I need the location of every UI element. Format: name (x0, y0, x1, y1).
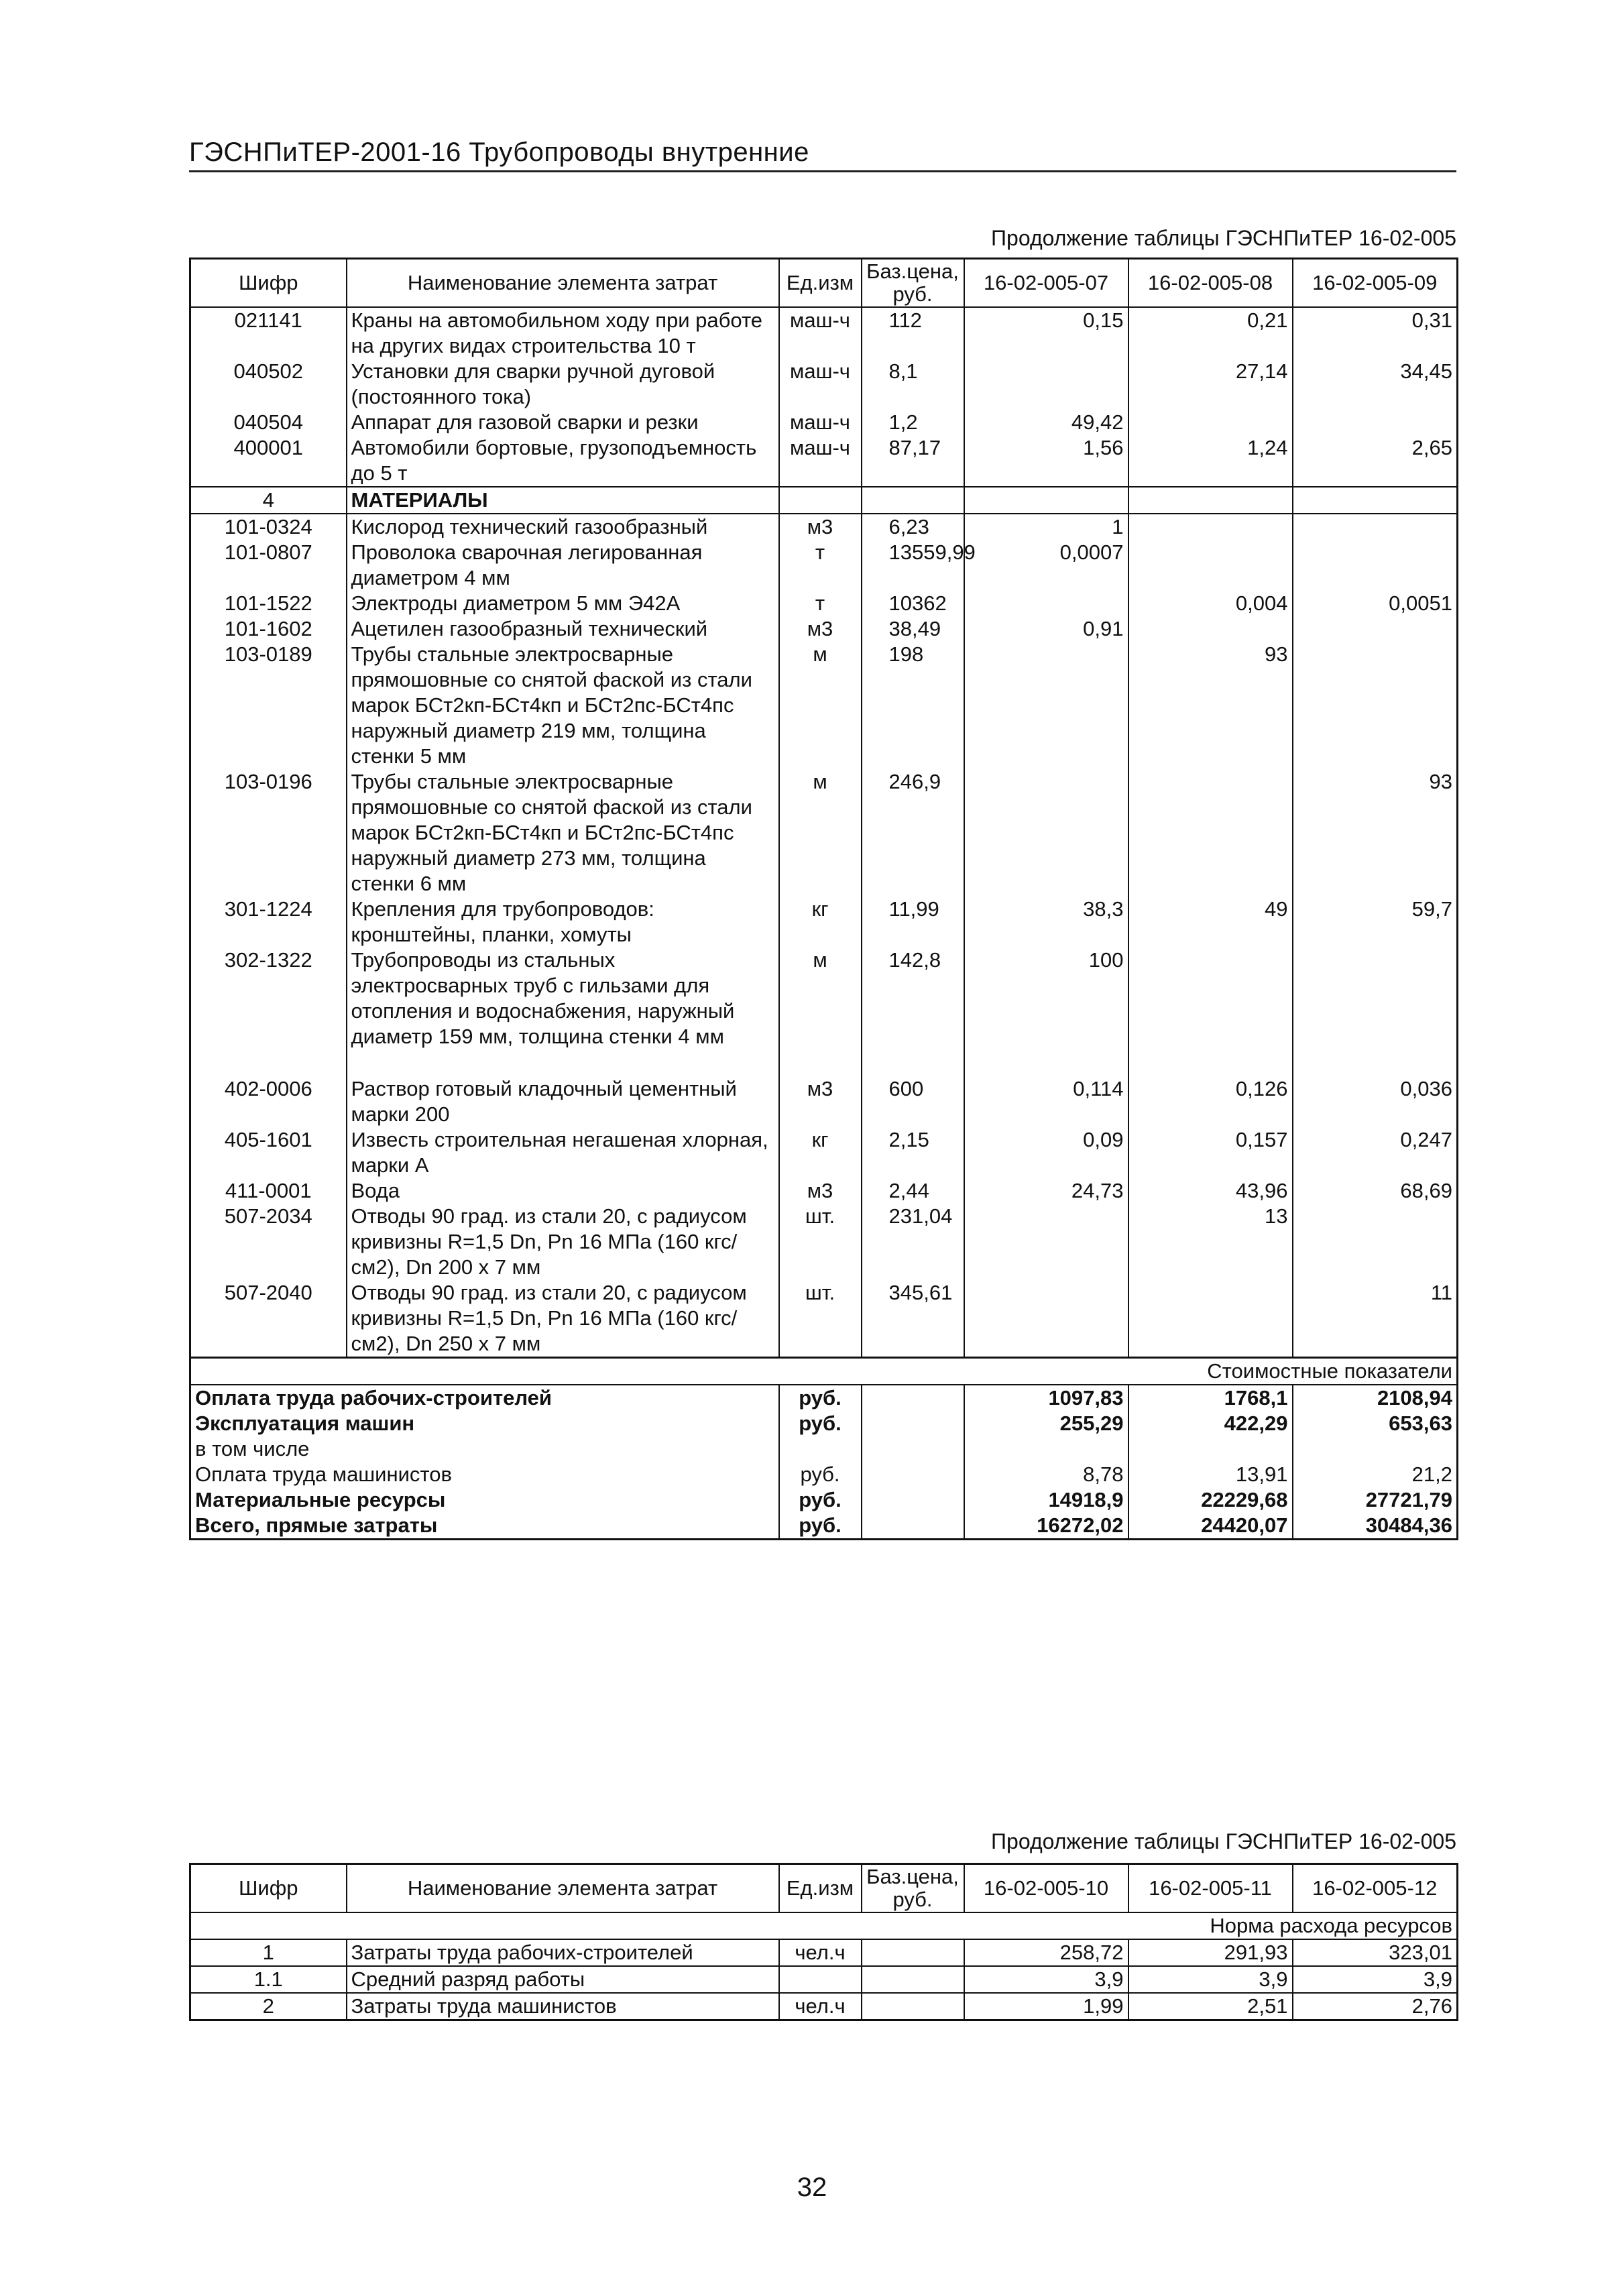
cell-name: Трубы стальные электросварные прямошовные со снятой фаской из стали марок БСт2кп-БСт4кп и БСт2пс-БСт4пс наружный диаметр 219 мм, толщина стенки 5 мм (347, 642, 779, 769)
cell-code: 405-1601 (190, 1127, 347, 1178)
cell-c3: 2,76 (1293, 1993, 1458, 2020)
cell-unit: маш-ч (779, 435, 862, 487)
cell-name: Электроды диаметром 5 мм Э42А (347, 591, 779, 616)
cell-c1 (964, 487, 1128, 514)
cell-c3: 3,9 (1293, 1966, 1458, 1993)
cell-c3: 2,65 (1293, 435, 1458, 487)
cell-code: 400001 (190, 435, 347, 487)
cell-name: Автомобили бортовые, грузоподъемность до 5 т (347, 435, 779, 487)
cell-code: 040504 (190, 410, 347, 435)
summary-unit (779, 1436, 862, 1462)
col-c3: 16-02-005-09 (1293, 259, 1458, 308)
cell-c3: 93 (1293, 769, 1458, 897)
cell-price: 112 (862, 307, 964, 359)
cell-name: Кислород технический газообразный (347, 514, 779, 540)
summary-price (862, 1411, 964, 1436)
cell-c3: 11 (1293, 1280, 1458, 1358)
cell-unit: м (779, 948, 862, 1049)
cell-c2: 0,157 (1128, 1127, 1293, 1178)
cell-c1: 0,0007 (964, 540, 1128, 591)
summary-name: Всего, прямые затраты (190, 1513, 779, 1540)
cell-price: 87,17 (862, 435, 964, 487)
cell-name: Краны на автомобильном ходу при работе на других видах строительства 10 т (347, 307, 779, 359)
cell-c2: 0,004 (1128, 591, 1293, 616)
cell-c2: 27,14 (1128, 359, 1293, 410)
cell-name: Вода (347, 1178, 779, 1204)
norm-header-row (190, 1912, 1458, 1939)
summary-unit: руб. (779, 1411, 862, 1436)
cell-unit: шт. (779, 1280, 862, 1358)
col-c2: 16-02-005-11 (1128, 1864, 1293, 1913)
cell-code: 040502 (190, 359, 347, 410)
cell-price: 10362 (862, 591, 964, 616)
cell-c3 (1293, 1204, 1458, 1280)
cell-name: Крепления для трубопроводов: кронштейны, планки, хомуты (347, 897, 779, 948)
summary-c1: 8,78 (964, 1462, 1128, 1487)
cell-c2 (1128, 1280, 1293, 1358)
cell-code: 507-2034 (190, 1204, 347, 1280)
summary-row (190, 1411, 1458, 1436)
cell-price (862, 487, 964, 514)
summary-c1: 16272,02 (964, 1513, 1128, 1540)
cell-c2: 0,126 (1128, 1076, 1293, 1127)
col-name: Наименование элемента затрат (347, 259, 779, 308)
cell-c1: 0,114 (964, 1076, 1128, 1127)
spacer-cell (1293, 1049, 1458, 1076)
continuation-label-1: Продолжение таблицы ГЭСНПиТЕР 16-02-005 (991, 226, 1456, 250)
summary-row (190, 1385, 1458, 1411)
col-price: Баз.цена, руб. (862, 1864, 964, 1913)
summary-row (190, 1513, 1458, 1540)
cell-c3: 0,036 (1293, 1076, 1458, 1127)
cell-code: 507-2040 (190, 1280, 347, 1358)
resources-table-1 (189, 257, 1458, 1540)
cell-unit: м (779, 642, 862, 769)
cell-code: 402-0006 (190, 1076, 347, 1127)
col-c1: 16-02-005-10 (964, 1864, 1128, 1913)
summary-row (190, 1462, 1458, 1487)
cell-code: 101-1602 (190, 616, 347, 642)
table-row (190, 1939, 1458, 1966)
cell-code: 2 (190, 1993, 347, 2020)
spacer-cell (779, 1049, 862, 1076)
spacer-cell (862, 1049, 964, 1076)
cell-name: Трубопроводы из стальных электросварных труб с гильзами для отопления и водоснабжения, наружный диаметр 159 мм, толщина стенки 4 мм (347, 948, 779, 1049)
cell-unit: м (779, 769, 862, 897)
cell-c2 (1128, 514, 1293, 540)
cell-c3 (1293, 410, 1458, 435)
cell-price: 6,23 (862, 514, 964, 540)
col-c1: 16-02-005-07 (964, 259, 1128, 308)
page-number: 32 (797, 2173, 827, 2202)
cell-code: 1 (190, 1939, 347, 1966)
summary-c1: 255,29 (964, 1411, 1128, 1436)
cell-c2 (1128, 769, 1293, 897)
cell-price: 246,9 (862, 769, 964, 897)
cell-code: 4 (190, 487, 347, 514)
cell-price: 38,49 (862, 616, 964, 642)
table-row (190, 410, 1458, 435)
cell-c1: 0,91 (964, 616, 1128, 642)
table-row (190, 487, 1458, 514)
cell-c1 (964, 359, 1128, 410)
cell-unit: т (779, 540, 862, 591)
table-row (190, 897, 1458, 948)
col-code: Шифр (190, 1864, 347, 1913)
cell-c2: 93 (1128, 642, 1293, 769)
cost-header-row (190, 1358, 1458, 1385)
table-row (190, 1280, 1458, 1358)
norm-header: Норма расхода ресурсов (190, 1912, 1458, 1939)
cell-price: 8,1 (862, 359, 964, 410)
cell-name: Проволока сварочная легированная диаметром 4 мм (347, 540, 779, 591)
cell-price: 2,15 (862, 1127, 964, 1178)
continuation-label-2: Продолжение таблицы ГЭСНПиТЕР 16-02-005 (991, 1829, 1456, 1853)
cell-unit: кг (779, 897, 862, 948)
spacer-cell (347, 1049, 779, 1076)
cell-price: 142,8 (862, 948, 964, 1049)
cell-name: Установки для сварки ручной дуговой (постоянного тока) (347, 359, 779, 410)
cell-unit: маш-ч (779, 410, 862, 435)
cell-unit: чел.ч (779, 1993, 862, 2020)
summary-c2: 1768,1 (1128, 1385, 1293, 1411)
summary-price (862, 1513, 964, 1540)
table-row (190, 1076, 1458, 1127)
summary-c2 (1128, 1436, 1293, 1462)
cell-code: 021141 (190, 307, 347, 359)
cell-c1: 3,9 (964, 1966, 1128, 1993)
cell-price: 600 (862, 1076, 964, 1127)
cell-c2: 291,93 (1128, 1939, 1293, 1966)
cell-price: 345,61 (862, 1280, 964, 1358)
page-header: ГЭСНПиТЕР-2001-16 Трубопроводы внутренние (189, 137, 1456, 172)
cell-name: Известь строительная негашеная хлорная, марки А (347, 1127, 779, 1178)
table-row (190, 948, 1458, 1049)
cell-name: МАТЕРИАЛЫ (347, 487, 779, 514)
summary-c1: 1097,83 (964, 1385, 1128, 1411)
cost-header: Стоимостные показатели (190, 1358, 1458, 1385)
table-row (190, 1178, 1458, 1204)
cell-unit (779, 1966, 862, 1993)
cell-c1 (964, 769, 1128, 897)
cell-code: 301-1224 (190, 897, 347, 948)
summary-c2: 22229,68 (1128, 1487, 1293, 1513)
cell-unit: м3 (779, 514, 862, 540)
summary-c3: 30484,36 (1293, 1513, 1458, 1540)
cell-price: 198 (862, 642, 964, 769)
cell-code: 302-1322 (190, 948, 347, 1049)
cell-code: 1.1 (190, 1966, 347, 1993)
cell-name: Затраты труда машинистов (347, 1993, 779, 2020)
summary-c1: 14918,9 (964, 1487, 1128, 1513)
table-row (190, 769, 1458, 897)
cell-c2: 2,51 (1128, 1993, 1293, 2020)
cell-c1: 1,56 (964, 435, 1128, 487)
cell-c1 (964, 642, 1128, 769)
spacer-cell (1128, 1049, 1293, 1076)
table-row (190, 435, 1458, 487)
summary-c3 (1293, 1436, 1458, 1462)
cell-name: Отводы 90 град. из стали 20, с радиусом кривизны R=1,5 Dn, Pn 16 МПа (160 кгс/см2), Dn 250 x 7 мм (347, 1280, 779, 1358)
cell-c3 (1293, 616, 1458, 642)
summary-unit: руб. (779, 1462, 862, 1487)
cell-c1: 258,72 (964, 1939, 1128, 1966)
summary-unit: руб. (779, 1513, 862, 1540)
cell-code: 101-0807 (190, 540, 347, 591)
cell-name: Средний разряд работы (347, 1966, 779, 1993)
table-row (190, 514, 1458, 540)
cell-c2 (1128, 616, 1293, 642)
cell-name: Раствор готовый кладочный цементный марки 200 (347, 1076, 779, 1127)
cell-c3: 0,247 (1293, 1127, 1458, 1178)
cell-c2: 49 (1128, 897, 1293, 948)
summary-c3: 21,2 (1293, 1462, 1458, 1487)
cell-c2: 3,9 (1128, 1966, 1293, 1993)
summary-unit: руб. (779, 1487, 862, 1513)
cell-c1: 0,09 (964, 1127, 1128, 1178)
cell-price: 231,04 (862, 1204, 964, 1280)
cell-c1: 1 (964, 514, 1128, 540)
cell-c1: 1,99 (964, 1993, 1128, 2020)
summary-name: Оплата труда машинистов (190, 1462, 779, 1487)
cell-code: 101-0324 (190, 514, 347, 540)
table-row (190, 359, 1458, 410)
col-unit: Ед.изм (779, 259, 862, 308)
cell-price: 13559,99 (862, 540, 964, 591)
table-row (190, 1204, 1458, 1280)
summary-price (862, 1436, 964, 1462)
cell-c2: 0,21 (1128, 307, 1293, 359)
cell-c1 (964, 591, 1128, 616)
summary-c3: 653,63 (1293, 1411, 1458, 1436)
summary-price (862, 1385, 964, 1411)
cell-c3 (1293, 487, 1458, 514)
cell-c1: 38,3 (964, 897, 1128, 948)
cell-unit: чел.ч (779, 1939, 862, 1966)
cell-c1: 24,73 (964, 1178, 1128, 1204)
table-row (190, 1127, 1458, 1178)
cell-c2: 43,96 (1128, 1178, 1293, 1204)
cell-c3 (1293, 948, 1458, 1049)
summary-c2: 24420,07 (1128, 1513, 1293, 1540)
col-name: Наименование элемента затрат (347, 1864, 779, 1913)
col-c3: 16-02-005-12 (1293, 1864, 1458, 1913)
table-row (190, 540, 1458, 591)
summary-name: Материальные ресурсы (190, 1487, 779, 1513)
cell-c2 (1128, 487, 1293, 514)
cell-unit: маш-ч (779, 307, 862, 359)
table-row (190, 642, 1458, 769)
cell-c2 (1128, 540, 1293, 591)
summary-name: в том числе (190, 1436, 779, 1462)
cell-name: Ацетилен газообразный технический (347, 616, 779, 642)
table-row (190, 1966, 1458, 1993)
cell-price (862, 1966, 964, 1993)
cell-name: Трубы стальные электросварные прямошовные со снятой фаской из стали марок БСт2кп-БСт4кп и БСт2пс-БСт4пс наружный диаметр 273 мм, толщина стенки 6 мм (347, 769, 779, 897)
cell-c3: 34,45 (1293, 359, 1458, 410)
cell-c3: 323,01 (1293, 1939, 1458, 1966)
cell-c2: 1,24 (1128, 435, 1293, 487)
summary-c3: 27721,79 (1293, 1487, 1458, 1513)
summary-c3: 2108,94 (1293, 1385, 1458, 1411)
cell-c3: 59,7 (1293, 897, 1458, 948)
cell-unit: м3 (779, 616, 862, 642)
resources-table-2 (189, 1863, 1458, 2021)
table-row (190, 616, 1458, 642)
cell-c1 (964, 1280, 1128, 1358)
cell-c2 (1128, 948, 1293, 1049)
cell-unit: м3 (779, 1076, 862, 1127)
summary-name: Эксплуатация машин (190, 1411, 779, 1436)
col-unit: Ед.изм (779, 1864, 862, 1913)
cell-price: 2,44 (862, 1178, 964, 1204)
cell-price: 11,99 (862, 897, 964, 948)
cell-name: Затраты труда рабочих-строителей (347, 1939, 779, 1966)
cell-c2 (1128, 410, 1293, 435)
cell-price (862, 1993, 964, 2020)
col-price: Баз.цена, руб. (862, 259, 964, 308)
summary-name: Оплата труда рабочих-строителей (190, 1385, 779, 1411)
cell-unit: кг (779, 1127, 862, 1178)
cell-unit: т (779, 591, 862, 616)
cell-c1: 0,15 (964, 307, 1128, 359)
summary-c2: 13,91 (1128, 1462, 1293, 1487)
cell-c3: 0,0051 (1293, 591, 1458, 616)
cell-code: 103-0196 (190, 769, 347, 897)
summary-price (862, 1462, 964, 1487)
table-header-row (190, 259, 1458, 308)
cell-c3 (1293, 540, 1458, 591)
cell-c1: 49,42 (964, 410, 1128, 435)
cell-c2: 13 (1128, 1204, 1293, 1280)
table-row (190, 307, 1458, 359)
col-code: Шифр (190, 259, 347, 308)
spacer-cell (190, 1049, 347, 1076)
table-header-row (190, 1864, 1458, 1913)
cell-code: 101-1522 (190, 591, 347, 616)
cell-unit (779, 487, 862, 514)
table-row (190, 1993, 1458, 2020)
cell-price: 1,2 (862, 410, 964, 435)
summary-c1 (964, 1436, 1128, 1462)
cell-price (862, 1939, 964, 1966)
cell-c3 (1293, 514, 1458, 540)
cell-name: Отводы 90 град. из стали 20, с радиусом кривизны R=1,5 Dn, Pn 16 МПа (160 кгс/см2), Dn 200 x 7 мм (347, 1204, 779, 1280)
cell-c3: 68,69 (1293, 1178, 1458, 1204)
summary-row (190, 1487, 1458, 1513)
summary-price (862, 1487, 964, 1513)
cell-code: 103-0189 (190, 642, 347, 769)
cell-unit: маш-ч (779, 359, 862, 410)
col-c2: 16-02-005-08 (1128, 259, 1293, 308)
cell-code: 411-0001 (190, 1178, 347, 1204)
cell-c3: 0,31 (1293, 307, 1458, 359)
cell-name: Аппарат для газовой сварки и резки (347, 410, 779, 435)
cell-unit: шт. (779, 1204, 862, 1280)
cell-c3 (1293, 642, 1458, 769)
cell-c1: 100 (964, 948, 1128, 1049)
summary-unit: руб. (779, 1385, 862, 1411)
spacer-cell (964, 1049, 1128, 1076)
cell-c1 (964, 1204, 1128, 1280)
spacer-row (190, 1049, 1458, 1076)
cell-unit: м3 (779, 1178, 862, 1204)
summary-c2: 422,29 (1128, 1411, 1293, 1436)
table-row (190, 591, 1458, 616)
summary-row (190, 1436, 1458, 1462)
